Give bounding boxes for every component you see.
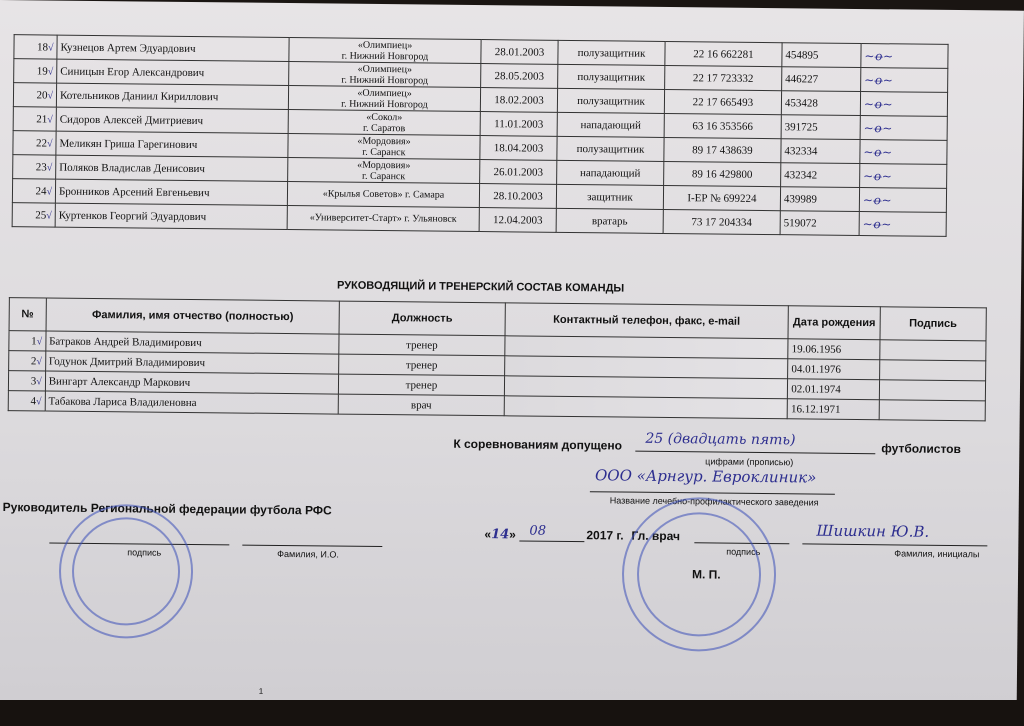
date-month: 08 — [529, 523, 547, 539]
player-signature — [859, 212, 946, 237]
player-num: 24√ — [12, 179, 55, 203]
staff-header-name: Фамилия, имя отчество (полностью) — [46, 298, 340, 334]
staff-name: Табакова Лариса Владиленовна — [45, 391, 339, 414]
player-id: 519072 — [780, 211, 859, 236]
player-id: 453428 — [781, 91, 860, 116]
doctor-name-line — [802, 543, 987, 546]
player-position: нападающий — [557, 160, 664, 185]
player-dob: 18.04.2003 — [480, 136, 557, 161]
player-position: вратарь — [556, 208, 663, 233]
check-mark-icon: √ — [46, 185, 53, 198]
player-position: полузащитник — [557, 88, 664, 113]
stamp-label: М. П. — [691, 567, 721, 582]
staff-num: 2√ — [9, 351, 46, 371]
staff-signature — [880, 340, 986, 361]
staff-header-contact: Контактный телефон, факс, e-mail — [505, 303, 789, 339]
player-document: I-ЕР № 699224 — [663, 185, 780, 210]
player-name: Кузнецов Артем Эдуардович — [57, 35, 289, 61]
player-signature — [860, 164, 947, 189]
staff-contact-redacted — [504, 396, 788, 419]
check-mark-icon: √ — [35, 395, 42, 407]
signature-icon: ~ꝋ~ — [862, 216, 892, 231]
signature-icon: ~ꝋ~ — [863, 120, 893, 135]
player-name: Поляков Владислав Денисович — [56, 155, 288, 181]
staff-position: тренер — [339, 354, 505, 376]
federation-stamp-inner — [71, 517, 180, 626]
check-mark-icon: √ — [47, 42, 54, 54]
player-dob: 12.04.2003 — [479, 208, 556, 233]
signature-icon: ~ꝋ~ — [863, 168, 892, 183]
player-name: Сидоров Алексей Дмитриевич — [56, 107, 288, 133]
player-club: «Олимпиец» г. Нижний Новгород — [288, 86, 480, 112]
staff-signature — [879, 400, 985, 421]
player-document: 22 17 723332 — [665, 65, 782, 90]
player-document: 89 17 438639 — [664, 137, 781, 162]
player-name: Синицын Егор Александрович — [57, 59, 289, 85]
player-signature — [860, 92, 947, 117]
signature-icon: ~ꝋ~ — [863, 96, 893, 111]
signature-icon: ~ꝋ~ — [863, 144, 893, 159]
player-dob: 28.05.2003 — [481, 64, 558, 89]
staff-dob: 04.01.1976 — [788, 359, 880, 380]
player-signature — [860, 116, 947, 141]
player-dob: 28.01.2003 — [481, 40, 558, 65]
admitted-suffix: футболистов — [881, 441, 962, 457]
doctor-name-value: Шишкин Ю.В. — [816, 521, 930, 541]
player-signature — [861, 68, 948, 93]
staff-header-dob: Дата рождения — [788, 306, 880, 340]
date-day: 14 — [491, 527, 510, 543]
player-club: «Мордовия» г. Саранск — [288, 158, 480, 184]
admitted-value: 25 (двадцать пять) — [645, 430, 796, 449]
staff-header-num: № — [9, 298, 46, 331]
check-mark-icon: √ — [47, 114, 53, 126]
player-num: 21√ — [13, 107, 56, 131]
player-position: полузащитник — [557, 136, 664, 161]
player-id: 439989 — [780, 187, 859, 212]
player-dob: 18.02.2003 — [480, 88, 557, 113]
player-club: «Олимпиец» г. Нижний Новгород — [289, 62, 481, 88]
staff-signature — [879, 360, 985, 381]
player-club: «Мордовия» г. Саранск — [288, 134, 480, 160]
check-mark-icon: √ — [47, 66, 54, 78]
check-mark-icon: √ — [46, 138, 53, 150]
player-position: нападающий — [557, 112, 664, 137]
player-signature — [860, 140, 947, 165]
staff-header-sign: Подпись — [880, 307, 987, 341]
staff-num: 3√ — [8, 371, 45, 391]
check-mark-icon: √ — [36, 375, 42, 387]
admitted-line — [635, 451, 875, 455]
player-document: 89 16 429800 — [664, 161, 781, 186]
clinic-stamp-inner — [636, 512, 761, 637]
doctor-name-caption: Фамилия, инициалы — [894, 548, 980, 560]
player-document: 63 16 353566 — [664, 113, 781, 138]
signature-icon: ~ꝋ~ — [864, 48, 894, 63]
player-num: 22√ — [13, 131, 56, 155]
year-label: 2017 г. — [586, 528, 624, 543]
player-name: Котельников Даниил Кириллович — [56, 83, 288, 109]
player-club: «Университет-Старт» г. Ульяновск — [287, 206, 479, 232]
document-sheet: 18√ Кузнецов Артем Эдуардович «Олимпиец» г. Нижний Новгород 28.01.2003 полузащитник 22 16 662281 454895 ~ꝋ~ 19√ Синицын Егор Александрович «Олимпиец» г. Нижний Новгород 28.05.2003 полузащитник 22 17 723332 446227 ~ꝋ~ 20√ Котельников Даниил Кириллович «Олимпиец» г. Нижний Новгород 18.02.2003 полузащитник 22 17 665493 453428 ~ꝋ~ 21√ Сидоров Алексей Дмитриевич «Сокол» г. Саратов 11.01.2003 нападающий 63 16 353566 391725 ~ꝋ~ 22√ Меликян Гриша Гарегинович «Мордовия» г. Саранск 18.04.2003 полузащитник 89 17 438639 432334 ~ꝋ~ 23√ Поляков Владислав Денисович «Мордовия» г. Саранск 26.01.2003 нападающий 89 16 429800 432342 ~ꝋ~ 24√ Бронников Арсений Евгеньевич «Крылья Советов» г. Самара 28.10.2003 защитник I-ЕР № 699224 439989 ~ꝋ~ 25√ Куртенков Георгий Эдуардович «Университет-Старт» г. Ульяновск 12.04.2003 вратарь 73 17 204334 519072 ~ꝋ~ РУКОВОДЯЩИЙ И ТРЕНЕРСКИЙ СОСТАВ КОМАНДЫ № Фамилия, имя отчество (полностью) Должность Контактный телефон, факс, e-mail Дата рождения Подпись 1√ Батраков Андрей Владимирович тренер 19.06.1956 2√ Годунок Дмитрий Владимирович тренер 04.01.1976 3√ Вингарт Александр Маркович тренер 02.01.1974 4√ Табакова Лариса Владиленовна врач 16.12.1971 К соревнованиям допущено 25 (двадцать пять) футболистов цифрами (прописью) ООО «Арнгур. Евроклиник» Название лечебно-профилактического заведения Руководитель Региональной федерации футбола РФС подпись Фамилия, И.О. «14» 08 2017 г. Гл. врач Шишкин Ю.В. подпись Фамилия, инициалы М. П. 1 — [0, 0, 1024, 711]
player-id: 432342 — [781, 163, 860, 188]
player-document: 22 16 662281 — [665, 41, 782, 66]
check-mark-icon: √ — [36, 335, 43, 347]
clinic-line — [590, 491, 835, 495]
staff-num: 1√ — [9, 331, 46, 351]
player-position: защитник — [556, 184, 663, 209]
clinic-caption: Название лечебно-профилактического заведения — [609, 495, 819, 508]
federation-name-line — [242, 545, 382, 547]
staff-table — [8, 297, 987, 421]
player-document: 22 17 665493 — [664, 89, 781, 114]
player-club: «Сокол» г. Саратов — [288, 110, 480, 136]
player-name: Бронников Арсений Евгеньевич — [55, 179, 287, 205]
player-position: полузащитник — [558, 64, 665, 89]
check-mark-icon: √ — [46, 209, 52, 222]
signature-icon: ~ꝋ~ — [864, 72, 893, 87]
player-num: 19√ — [14, 59, 57, 83]
page-number: 1 — [258, 686, 264, 696]
background-edge — [0, 700, 1024, 726]
doctor-sign-caption: подпись — [726, 546, 761, 557]
staff-position: врач — [338, 394, 504, 416]
admitted-prefix: К соревнованиям допущено — [453, 436, 623, 453]
federation-sign-caption: подпись — [127, 547, 162, 558]
player-num: 23√ — [13, 155, 56, 179]
check-mark-icon: √ — [46, 161, 53, 174]
player-dob: 26.01.2003 — [480, 160, 557, 185]
player-id: 446227 — [782, 67, 861, 92]
federation-name-caption: Фамилия, И.О. — [277, 548, 339, 560]
player-id: 432334 — [781, 139, 860, 164]
check-mark-icon: √ — [47, 90, 54, 102]
doctor-role: Гл. врач — [631, 528, 681, 544]
player-id: 454895 — [782, 43, 861, 68]
player-document: 73 17 204334 — [663, 209, 780, 234]
player-num: 20√ — [13, 83, 56, 107]
signature-icon: ~ꝋ~ — [862, 192, 892, 207]
staff-name: Годунок Дмитрий Владимирович — [45, 351, 339, 374]
player-num: 18√ — [14, 35, 57, 59]
player-club: «Крылья Советов» г. Самара — [287, 182, 479, 208]
staff-dob: 02.01.1974 — [788, 379, 880, 400]
clinic-value: ООО «Арнгур. Евроклиник» — [594, 466, 817, 487]
staff-position: тренер — [339, 334, 505, 356]
staff-dob: 19.06.1956 — [788, 339, 880, 360]
player-dob: 28.10.2003 — [479, 184, 556, 209]
check-mark-icon: √ — [36, 355, 42, 367]
federation-label: Руководитель Региональной федерации футбола РФС — [2, 500, 332, 518]
player-signature — [861, 44, 948, 69]
player-id: 391725 — [781, 115, 860, 140]
staff-position: тренер — [339, 374, 505, 396]
staff-name: Батраков Андрей Владимирович — [46, 331, 340, 354]
date-line — [519, 540, 584, 542]
player-club: «Олимпиец» г. Нижний Новгород — [289, 38, 481, 64]
staff-name: Вингарт Александр Маркович — [45, 371, 339, 394]
player-signature — [859, 188, 946, 213]
staff-section-title: РУКОВОДЯЩИЙ И ТРЕНЕРСКИЙ СОСТАВ КОМАНДЫ — [336, 279, 625, 295]
staff-signature — [879, 380, 985, 401]
player-name: Меликян Гриша Гарегинович — [56, 131, 288, 157]
staff-num: 4√ — [8, 391, 45, 411]
player-num: 25√ — [12, 203, 55, 227]
players-table — [12, 34, 949, 237]
player-dob: 11.01.2003 — [480, 112, 557, 137]
staff-dob: 16.12.1971 — [787, 399, 879, 420]
player-name: Куртенков Георгий Эдуардович — [55, 203, 287, 229]
admitted-caption: цифрами (прописью) — [705, 456, 794, 468]
player-position: полузащитник — [558, 40, 665, 65]
staff-header-position: Должность — [339, 301, 505, 336]
